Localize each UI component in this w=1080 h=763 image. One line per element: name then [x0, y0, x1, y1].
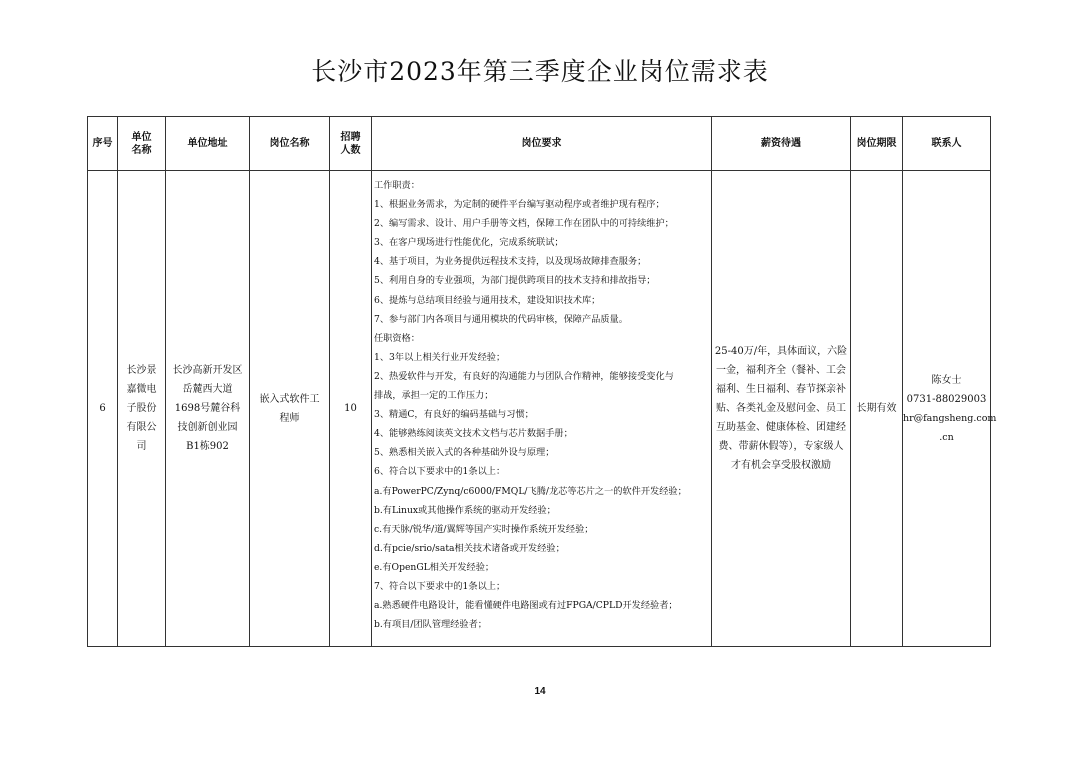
header-term: 岗位期限 [851, 117, 903, 171]
position-line: 嵌入式软件工 [259, 393, 320, 405]
salary-line: 25-40万/年，具体面议，六险 [714, 346, 848, 357]
header-address: 单位地址 [166, 117, 250, 171]
header-contact: 联系人 [903, 117, 991, 171]
cell-address [166, 171, 250, 647]
requirement-line: 3、精通C，有良好的编码基础与习惯； [374, 409, 534, 421]
header-requirements: 岗位要求 [372, 117, 712, 171]
cell-requirements [372, 171, 712, 647]
unit-name-line: 司 [136, 441, 147, 452]
requirement-line: b.有Linux或其他操作系统的驱动开发经验； [374, 504, 556, 516]
salary-line: 福利、生日福利、春节探亲补 [716, 384, 846, 395]
page-title: 长沙市2023年第三季度企业岗位需求表 [311, 57, 769, 86]
unit-name-line: 长沙景 [126, 365, 157, 376]
requirement-line: a.熟悉硬件电路设计，能看懂硬件电路图或有过FPGA/CPLD开发经验者； [374, 600, 678, 612]
table-row [88, 171, 991, 647]
salary-line: 贴、各类礼金及慰问金、员工 [716, 403, 846, 414]
requirement-line: 工作职责： [374, 180, 420, 191]
header-unit-name [118, 117, 166, 171]
header-unit-name-line: 名称 [131, 144, 152, 156]
job-demand-table [87, 116, 997, 647]
salary-line: 互助基金、健康体检、团建经 [716, 422, 846, 433]
address-line: 1698号麓谷科 [174, 403, 241, 414]
address-line: 技创新创业园 [177, 422, 238, 433]
contact-email-line: .cn [939, 431, 954, 443]
requirement-line: 5、熟悉相关嵌入式的各种基础外设与原理； [374, 447, 555, 459]
requirement-line: 6、符合以下要求中的1条以上： [374, 466, 506, 478]
position-line: 程师 [279, 412, 300, 424]
page-number: 14 [534, 686, 546, 697]
requirement-line: 3、在客户现场进行性能优化，完成系统联试； [374, 237, 564, 249]
salary-line: 才有机会享受股权激励 [731, 460, 831, 471]
header-seq: 序号 [88, 117, 118, 171]
requirement-line: 2、热爱软件与开发，有良好的沟通能力与团队合作精神，能够接受变化与 [374, 370, 674, 382]
cell-seq: 6 [88, 171, 118, 647]
cell-position [250, 171, 330, 647]
header-headcount-line: 人数 [340, 144, 361, 156]
requirement-line: e.有OpenGL相关开发经验； [374, 561, 495, 573]
requirement-line: 7、符合以下要求中的1条以上； [374, 580, 506, 592]
unit-name-line: 有限公 [126, 422, 157, 433]
requirement-line: c.有天脉/锐华/道/翼辉等国产实时操作系统开发经验； [374, 523, 594, 535]
cell-headcount: 10 [330, 171, 372, 647]
header-headcount [330, 117, 372, 171]
cell-unit-name [118, 171, 166, 647]
requirement-line: 1、根据业务需求，为定制的硬件平台编写驱动程序或者维护现有程序； [374, 199, 665, 211]
requirement-line: b.有项目/团队管理经验者； [374, 619, 487, 631]
requirement-line: 4、基于项目，为业务提供远程技术支持，以及现场故障排查服务； [374, 256, 647, 268]
requirement-line: 排战，承担一定的工作压力； [374, 390, 494, 402]
requirement-line: 5、利用自身的专业强项，为部门提供跨项目的技术支持和排故指导； [374, 275, 656, 287]
salary-line: 一金，福利齐全（餐补、工会 [716, 365, 846, 376]
cell-salary [712, 171, 851, 647]
header-unit-name-line: 单位 [131, 131, 152, 143]
unit-name-line: 子股份 [126, 403, 157, 414]
requirement-line: 4、能够熟练阅读英文技术文档与芯片数据手册； [374, 428, 573, 440]
table-header-row [88, 117, 991, 171]
address-line: 岳麓西大道 [182, 384, 233, 395]
salary-line: 费、带薪休假等），专家级人 [718, 441, 844, 452]
address-line: 长沙高新开发区 [172, 365, 243, 376]
requirement-line: 1、3年以上相关行业开发经验； [374, 351, 506, 363]
requirement-line: 任职资格： [374, 332, 420, 344]
contact-email-line: hr@fangsheng.com [903, 412, 997, 424]
requirement-line: d.有pcie/srio/sata相关技术诸备或开发经验； [374, 542, 565, 554]
address-line: B1栋902 [186, 441, 229, 452]
unit-name-line: 嘉微电 [126, 384, 157, 395]
contact-name: 陈女士 [931, 374, 962, 386]
requirement-line: 6、提炼与总结项目经验与通用技术，建设知识技术库； [374, 294, 601, 306]
header-position: 岗位名称 [250, 117, 330, 171]
header-salary: 薪资待遇 [712, 117, 851, 171]
requirement-line: 2、编写需求、设计、用户手册等文档，保障工作在团队中的可持续维护； [374, 218, 674, 230]
requirement-line: a.有PowerPC/Zynq/c6000/FMQL/飞腾/龙芯等芯片之一的软件开发经验； [374, 485, 687, 497]
header-headcount-line: 招聘 [340, 131, 361, 143]
requirement-line: 7、参与部门内各项目与通用模块的代码审核，保障产品质量。 [374, 313, 628, 325]
cell-contact [903, 171, 997, 647]
contact-phone: 0731-88029003 [906, 393, 987, 405]
cell-term: 长期有效 [851, 171, 903, 647]
